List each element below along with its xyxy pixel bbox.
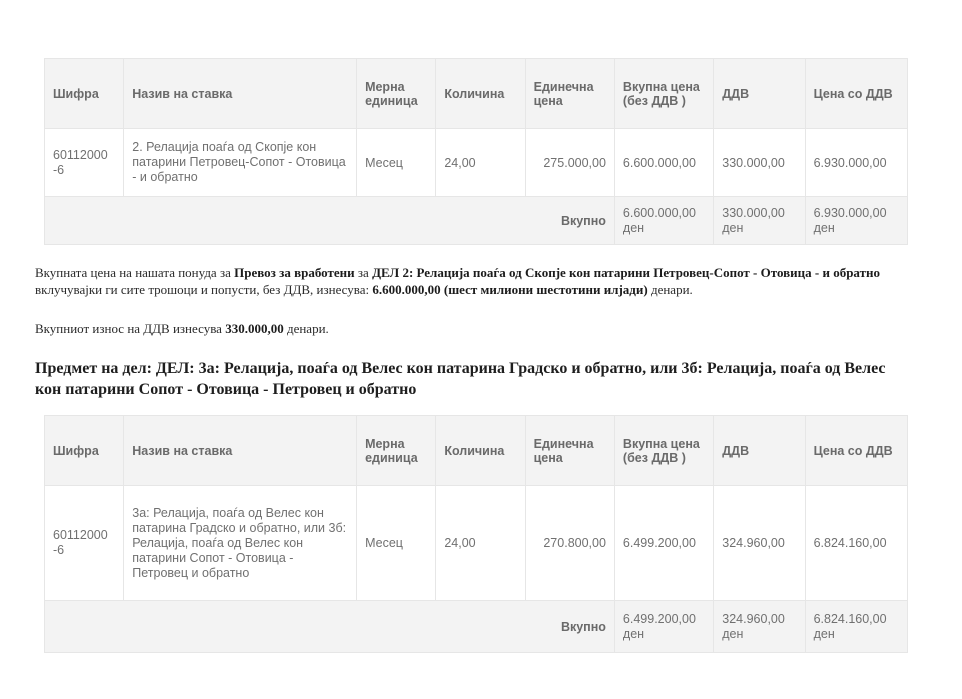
header-qty: Количина (436, 416, 525, 486)
cell-total-no-vat: 6.600.000,00 (614, 129, 713, 197)
cell-unit-price: 275.000,00 (525, 129, 614, 197)
header-total-no-vat: Вкупна цена (без ДДВ ) (614, 416, 713, 486)
table-row (45, 486, 908, 601)
cell-unit: Месец (357, 129, 436, 197)
items-table-part2 (44, 58, 908, 245)
cell-total-with-vat: 6.824.160,00 (805, 486, 907, 601)
header-unit: Мерна единица (357, 416, 436, 486)
header-unit: Мерна единица (357, 59, 436, 129)
cell-vat: 330.000,00 (714, 129, 805, 197)
total-row (45, 197, 908, 245)
header-vat: ДДВ (714, 59, 805, 129)
total-vat: 324.960,00 ден (714, 601, 805, 653)
table-header-row (45, 59, 908, 129)
total-with-vat: 6.930.000,00 ден (805, 197, 907, 245)
cell-total-no-vat: 6.499.200,00 (614, 486, 713, 601)
header-name: Назив на ставка (124, 59, 357, 129)
total-row (45, 601, 908, 653)
total-label: Вкупно (45, 197, 615, 245)
total-vat: 330.000,00 ден (714, 197, 805, 245)
cell-total-with-vat: 6.930.000,00 (805, 129, 907, 197)
section-heading: Предмет на дел: ДЕЛ: 3а: Релација, поаѓа од Велес кон патарина Градско и обратно, или 3б: Релација, поаѓа од Велес кон патарини Сопот - Отовица - Петровец и обратно (35, 360, 886, 398)
header-total-with-vat: Цена со ДДВ (805, 59, 907, 129)
header-total-with-vat: Цена со ДДВ (805, 416, 907, 486)
total-with-vat: 6.824.160,00 ден (805, 601, 907, 653)
header-total-no-vat: Вкупна цена (без ДДВ ) (614, 59, 713, 129)
header-unit-price: Единечна цена (525, 416, 614, 486)
cell-unit-price: 270.800,00 (525, 486, 614, 601)
items-table-part3 (44, 415, 908, 653)
cell-name: 3а: Релација, поаѓа од Велес кон патарина Градско и обратно, или 3б: Релација, поаѓа од Велес кон патарини Сопот - Отовица - Петровец и обратно (124, 486, 357, 601)
cell-code: 60112000 -6 (45, 129, 124, 197)
vat-statement-paragraph: Вкупниот износ на ДДВ изнесува 330.000,00 денари. (35, 321, 329, 336)
price-statement-paragraph: Вкупната цена на нашата понуда за Превоз за вработени за ДЕЛ 2: Релација поаѓа од Скопје кон патарини Петровец-Сопот - Отовица - и обратно вклучувајки ги сите трошоци и попусти, без ДДВ, изнесува: 6.600.000,00 (шест милиони шестотини илјади) денари. (35, 265, 880, 297)
total-label: Вкупно (45, 601, 615, 653)
total-no-vat: 6.600.000,00 ден (614, 197, 713, 245)
table-header-row (45, 416, 908, 486)
cell-code: 60112000 -6 (45, 486, 124, 601)
header-unit-price: Единечна цена (525, 59, 614, 129)
cell-qty: 24,00 (436, 129, 525, 197)
header-name: Назив на ставка (124, 416, 357, 486)
header-vat: ДДВ (714, 416, 805, 486)
cell-vat: 324.960,00 (714, 486, 805, 601)
header-code: Шифра (45, 416, 124, 486)
total-no-vat: 6.499.200,00 ден (614, 601, 713, 653)
cell-unit: Месец (357, 486, 436, 601)
cell-name: 2. Релација поаѓа од Скопје кон патарини Петровец-Сопот - Отовица - и обратно (124, 129, 357, 197)
cell-qty: 24,00 (436, 486, 525, 601)
table-row (45, 129, 908, 197)
header-code: Шифра (45, 59, 124, 129)
header-qty: Количина (436, 59, 525, 129)
